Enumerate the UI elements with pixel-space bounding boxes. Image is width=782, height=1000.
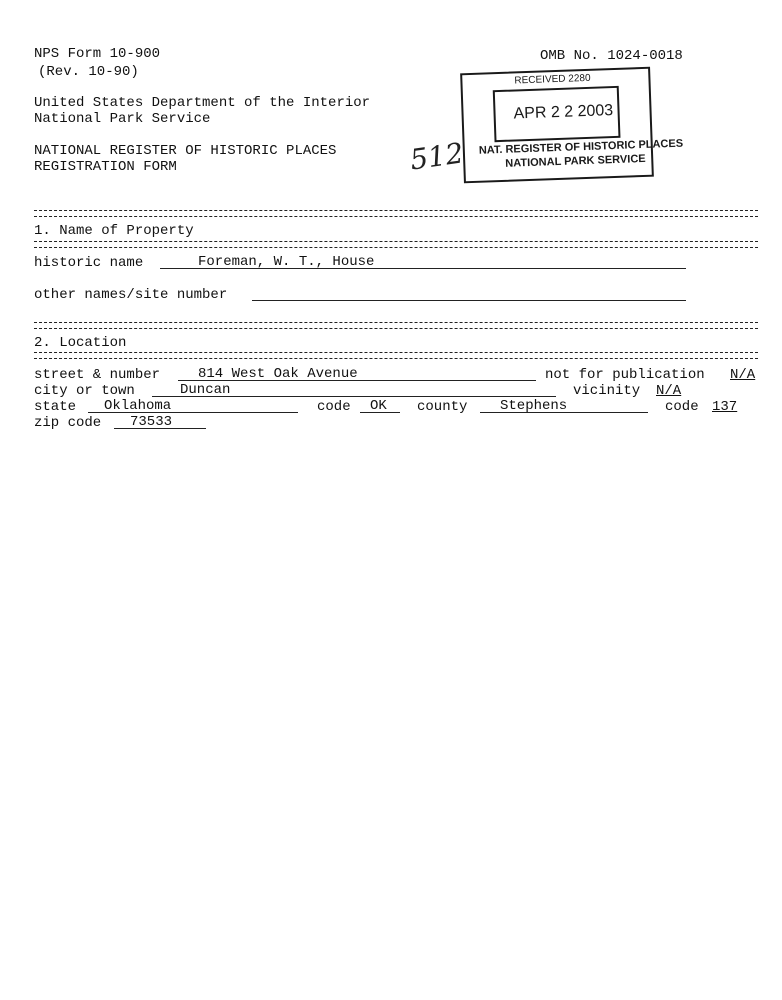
form-number: NPS Form 10-900 [34, 46, 161, 62]
state-label: state [34, 399, 77, 415]
county-code-value: 137 [712, 399, 738, 415]
vicinity-value: N/A [656, 383, 682, 399]
section-1-heading: 1. Name of Property [34, 223, 194, 239]
section-divider [34, 210, 758, 217]
county-label: county [417, 399, 468, 415]
historic-name-value: Foreman, W. T., House [198, 254, 375, 270]
section-divider [34, 241, 758, 248]
stamp-received: RECEIVED 2280 [514, 72, 591, 87]
not-for-publication-value: N/A [730, 367, 756, 383]
county-code-label: code [665, 399, 699, 415]
city-value: Duncan [180, 382, 231, 398]
service-name: National Park Service [34, 111, 211, 127]
form-revision: (Rev. 10-90) [38, 64, 139, 80]
stamp-date: APR 2 2 2003 [513, 102, 614, 123]
zip-value: 73533 [130, 414, 173, 430]
omb-number: OMB No. 1024-0018 [540, 48, 683, 64]
other-names-line [252, 300, 686, 301]
received-stamp [460, 67, 684, 184]
stamp-service: NATIONAL PARK SERVICE [505, 152, 646, 170]
historic-name-label: historic name [34, 255, 144, 271]
city-label: city or town [34, 383, 135, 399]
county-value: Stephens [500, 398, 568, 414]
state-code-label: code [317, 399, 351, 415]
section-2-heading: 2. Location [34, 335, 127, 351]
other-names-label: other names/site number [34, 287, 228, 303]
state-code-value: OK [370, 398, 387, 414]
section-divider [34, 352, 758, 359]
street-value: 814 West Oak Avenue [198, 366, 358, 382]
form-title: NATIONAL REGISTER OF HISTORIC PLACES [34, 143, 337, 159]
zip-label: zip code [34, 415, 102, 431]
street-label: street & number [34, 367, 161, 383]
state-value: Oklahoma [104, 398, 172, 414]
stamp-register: NAT. REGISTER OF HISTORIC PLACES [478, 137, 684, 157]
section-divider [34, 322, 758, 329]
handwritten-note: 512 [407, 136, 466, 177]
not-for-publication-label: not for publication [545, 367, 705, 383]
department-name: United States Department of the Interior [34, 95, 371, 111]
stamp-date-box [493, 86, 621, 142]
vicinity-label: vicinity [573, 383, 641, 399]
form-subtitle: REGISTRATION FORM [34, 159, 177, 175]
